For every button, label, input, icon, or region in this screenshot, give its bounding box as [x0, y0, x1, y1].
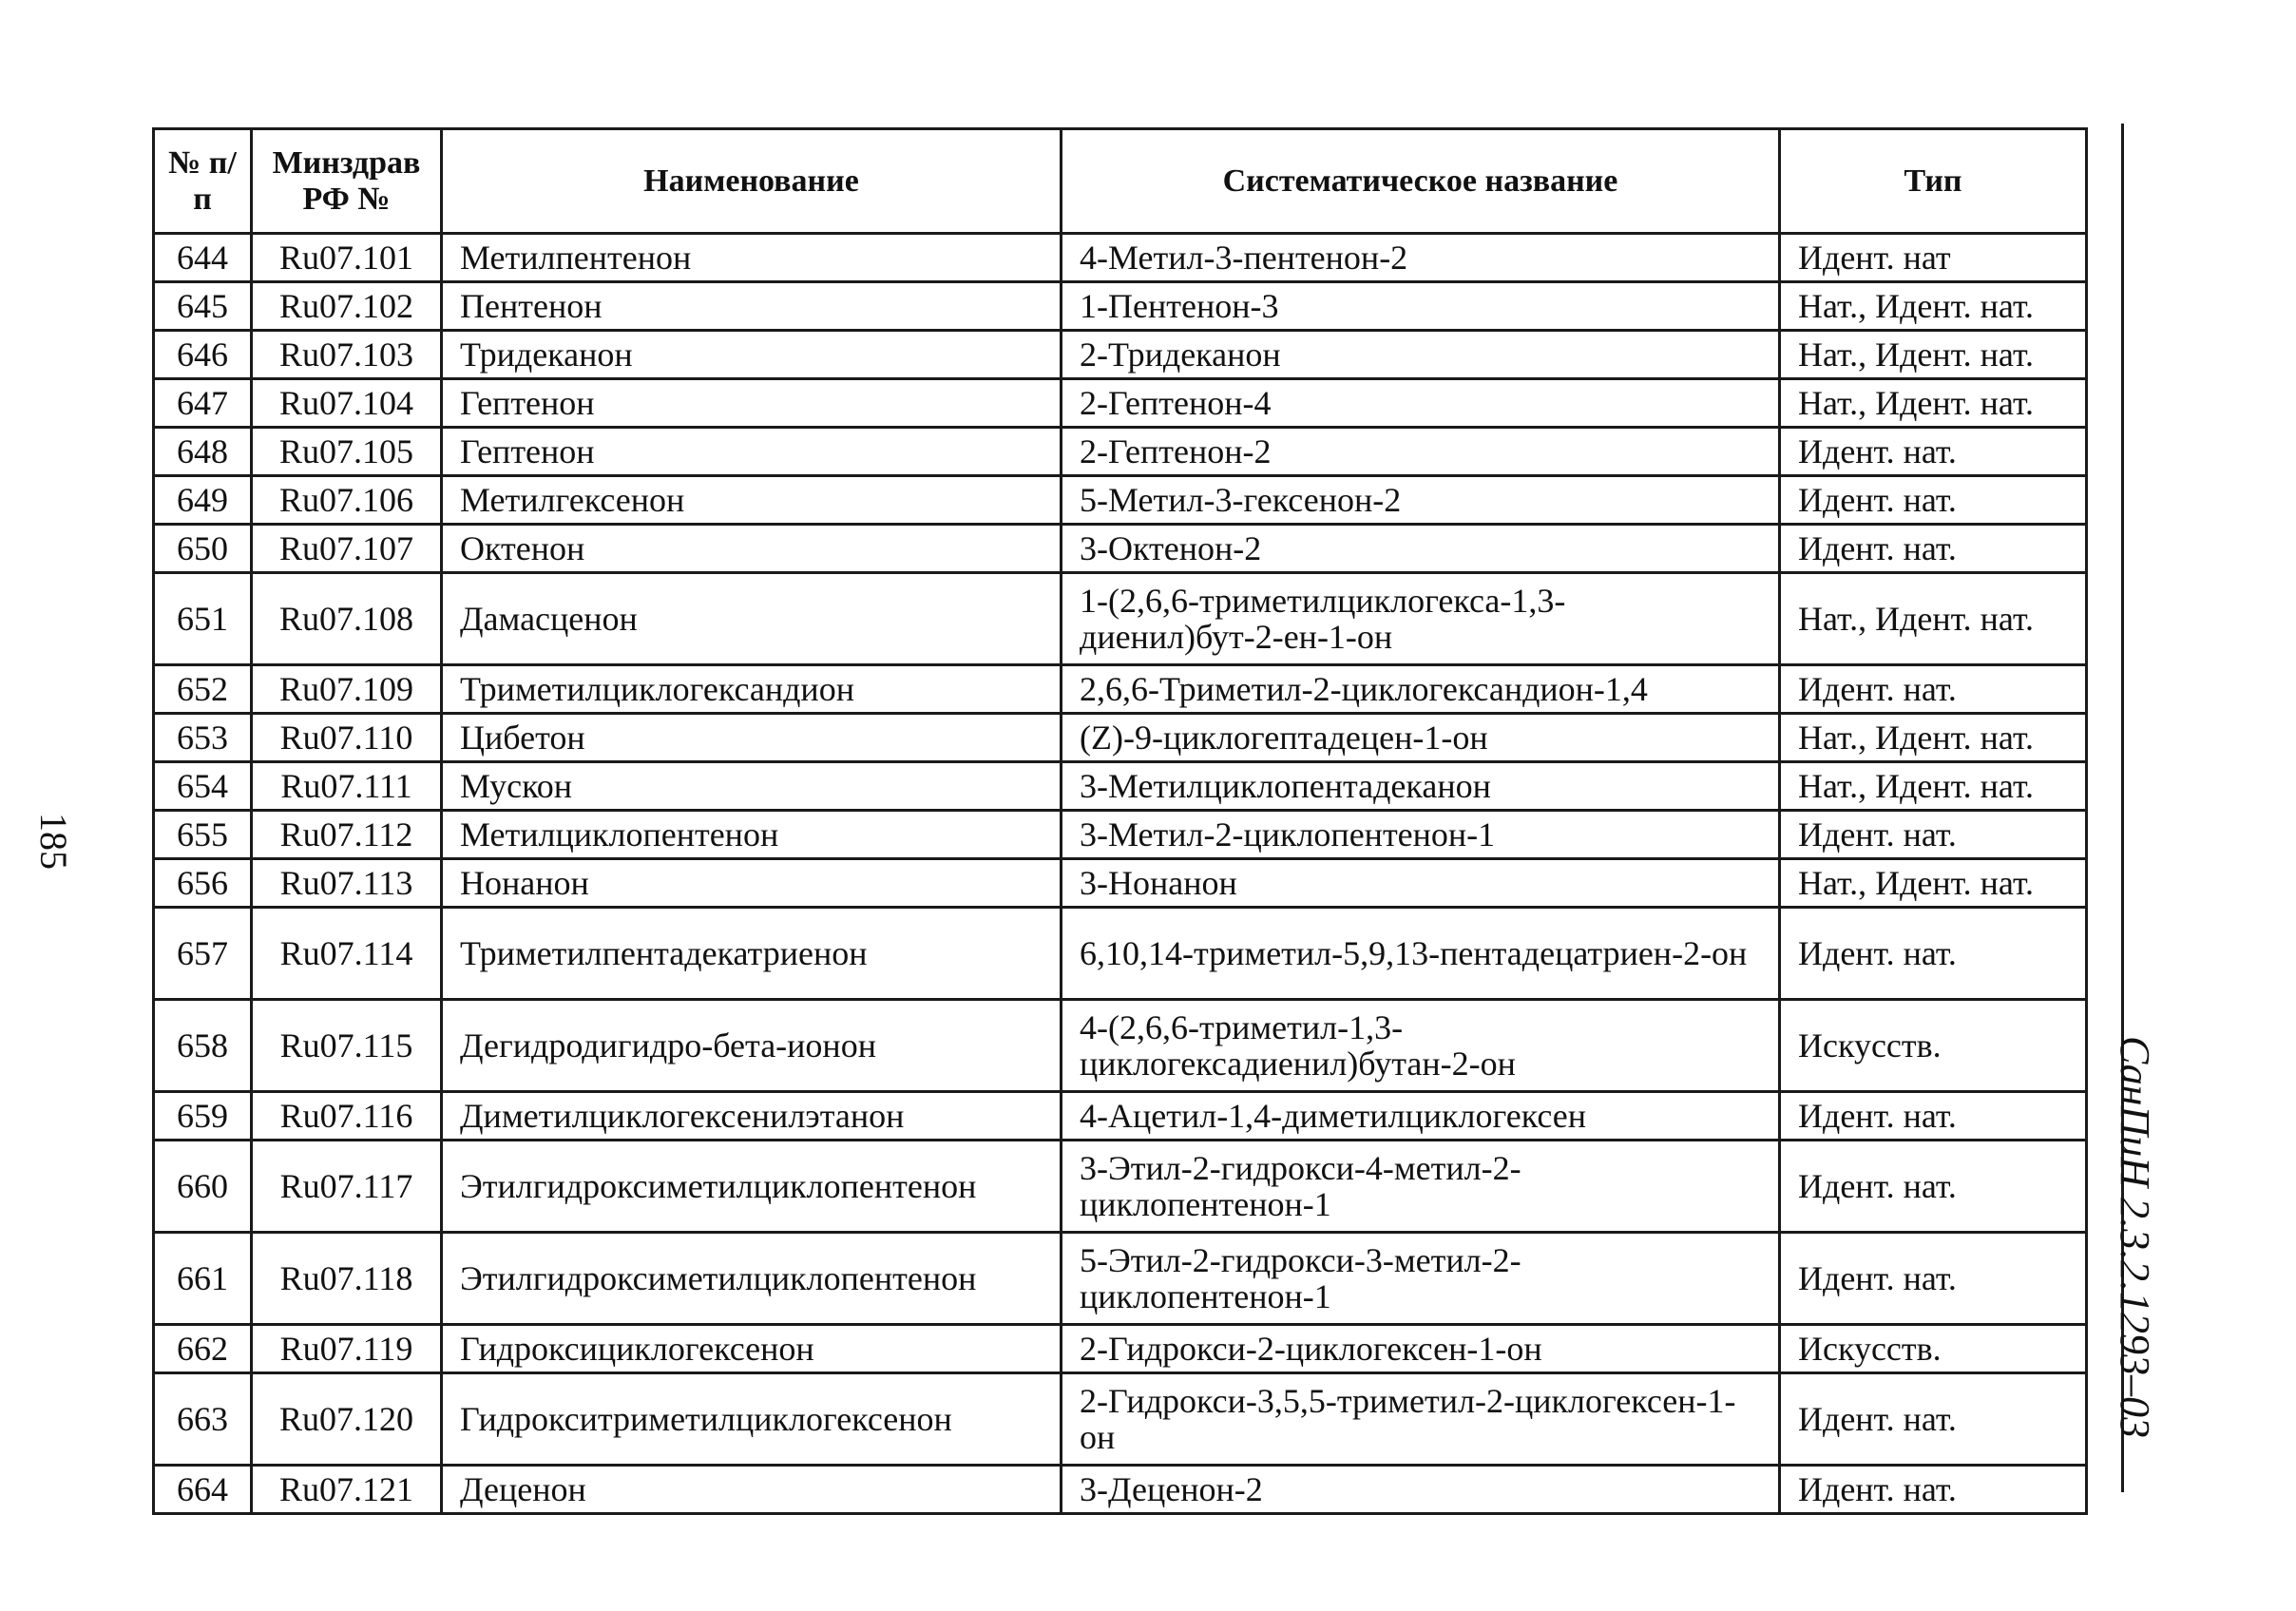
cell-registry-code: Ru07.113: [252, 859, 442, 908]
cell-name: Нонанон: [442, 859, 1062, 908]
cell-registry-code: Ru07.116: [252, 1092, 442, 1141]
cell-type: Идент. нат.: [1780, 1466, 2087, 1514]
cell-systematic-name: 1-(2,6,6-триметилциклогекса-1,3-диенил)бут-2-ен-1-он: [1062, 573, 1780, 665]
cell-type: Идент. нат.: [1780, 428, 2087, 476]
table-row: [154, 331, 2087, 379]
cell-type: Нат., Идент. нат.: [1780, 762, 2087, 811]
table-row: [154, 714, 2087, 762]
cell-name: Метилгексенон: [442, 476, 1062, 525]
cell-type: Нат., Идент. нат.: [1780, 282, 2087, 331]
cell-systematic-name: 3-Нонанон: [1062, 859, 1780, 908]
cell-number: 653: [154, 714, 252, 762]
cell-type: Нат., Идент. нат.: [1780, 379, 2087, 428]
cell-systematic-name: 2-Гидрокси-3,5,5-триметил-2-циклогексен-1-он: [1062, 1373, 1780, 1466]
cell-name: Цибетон: [442, 714, 1062, 762]
table-row: [154, 476, 2087, 525]
cell-type: Искусств.: [1780, 1000, 2087, 1092]
table-row: [154, 665, 2087, 714]
cell-registry-code: Ru07.109: [252, 665, 442, 714]
cell-systematic-name: 3-Этил-2-гидрокси-4-метил-2-циклопентенон-1: [1062, 1141, 1780, 1233]
cell-number: 649: [154, 476, 252, 525]
cell-registry-code: Ru07.117: [252, 1141, 442, 1233]
cell-name: Метилциклопентенон: [442, 811, 1062, 859]
cell-name: Гептенон: [442, 428, 1062, 476]
cell-type: Идент. нат.: [1780, 1141, 2087, 1233]
cell-number: 664: [154, 1466, 252, 1514]
header-num: № п/п: [154, 129, 252, 234]
substances-table: [152, 127, 2088, 1515]
cell-registry-code: Ru07.111: [252, 762, 442, 811]
cell-name: Диметилциклогексенилэтанон: [442, 1092, 1062, 1141]
cell-number: 656: [154, 859, 252, 908]
cell-name: Этилгидроксиметилциклопентенон: [442, 1233, 1062, 1325]
cell-registry-code: Ru07.101: [252, 234, 442, 282]
cell-name: Пентенон: [442, 282, 1062, 331]
cell-systematic-name: 2-Тридеканон: [1062, 331, 1780, 379]
table-header-row: [154, 129, 2087, 234]
cell-number: 657: [154, 908, 252, 1000]
table-row: [154, 282, 2087, 331]
cell-number: 654: [154, 762, 252, 811]
table-row: [154, 525, 2087, 573]
cell-name: Этилгидроксиметилциклопентенон: [442, 1141, 1062, 1233]
cell-number: 650: [154, 525, 252, 573]
page-number: 185: [32, 813, 75, 870]
cell-systematic-name: 1-Пентенон-3: [1062, 282, 1780, 331]
header-code: Минздрав РФ №: [252, 129, 442, 234]
cell-number: 645: [154, 282, 252, 331]
cell-number: 659: [154, 1092, 252, 1141]
cell-type: Идент. нат: [1780, 234, 2087, 282]
cell-name: Мускон: [442, 762, 1062, 811]
table-row: [154, 762, 2087, 811]
header-name: Наименование: [442, 129, 1062, 234]
cell-systematic-name: 5-Этил-2-гидрокси-3-метил-2-циклопентенон-1: [1062, 1233, 1780, 1325]
table-row: [154, 379, 2087, 428]
header-systematic: Систематическое название: [1062, 129, 1780, 234]
cell-systematic-name: 3-Октенон-2: [1062, 525, 1780, 573]
cell-registry-code: Ru07.108: [252, 573, 442, 665]
cell-registry-code: Ru07.115: [252, 1000, 442, 1092]
table-row: [154, 573, 2087, 665]
cell-systematic-name: 2-Гептенон-2: [1062, 428, 1780, 476]
cell-type: Нат., Идент. нат.: [1780, 859, 2087, 908]
cell-name: Гидроксициклогексенон: [442, 1325, 1062, 1373]
table-row: [154, 1233, 2087, 1325]
cell-systematic-name: 2-Гидрокси-2-циклогексен-1-он: [1062, 1325, 1780, 1373]
cell-registry-code: Ru07.119: [252, 1325, 442, 1373]
cell-number: 652: [154, 665, 252, 714]
cell-number: 651: [154, 573, 252, 665]
cell-systematic-name: 4-(2,6,6-триметил-1,3-циклогексадиенил)бутан-2-он: [1062, 1000, 1780, 1092]
cell-systematic-name: 2-Гептенон-4: [1062, 379, 1780, 428]
cell-systematic-name: 2,6,6-Триметил-2-циклогександион-1,4: [1062, 665, 1780, 714]
cell-registry-code: Ru07.112: [252, 811, 442, 859]
cell-number: 644: [154, 234, 252, 282]
cell-type: Идент. нат.: [1780, 811, 2087, 859]
cell-type: Идент. нат.: [1780, 1233, 2087, 1325]
cell-registry-code: Ru07.102: [252, 282, 442, 331]
cell-type: Идент. нат.: [1780, 476, 2087, 525]
table-row: [154, 811, 2087, 859]
table-row: [154, 234, 2087, 282]
cell-systematic-name: 3-Метил-2-циклопентенон-1: [1062, 811, 1780, 859]
cell-name: Триметилпентадекатриенон: [442, 908, 1062, 1000]
cell-type: Идент. нат.: [1780, 1092, 2087, 1141]
cell-registry-code: Ru07.110: [252, 714, 442, 762]
cell-registry-code: Ru07.105: [252, 428, 442, 476]
header-type: Тип: [1780, 129, 2087, 234]
cell-registry-code: Ru07.120: [252, 1373, 442, 1466]
cell-registry-code: Ru07.106: [252, 476, 442, 525]
cell-number: 661: [154, 1233, 252, 1325]
cell-number: 646: [154, 331, 252, 379]
table-row: [154, 1141, 2087, 1233]
table-row: [154, 428, 2087, 476]
cell-systematic-name: 5-Метил-3-гексенон-2: [1062, 476, 1780, 525]
cell-number: 660: [154, 1141, 252, 1233]
document-code: СанПиН 2.3.2.1293–03: [2112, 1036, 2158, 1439]
cell-name: Триметилциклогександион: [442, 665, 1062, 714]
table-row: [154, 1466, 2087, 1514]
table-row: [154, 1000, 2087, 1092]
cell-type: Нат., Идент. нат.: [1780, 573, 2087, 665]
cell-name: Дегидродигидро-бета-ионон: [442, 1000, 1062, 1092]
cell-type: Нат., Идент. нат.: [1780, 714, 2087, 762]
cell-number: 648: [154, 428, 252, 476]
cell-systematic-name: 4-Метил-3-пентенон-2: [1062, 234, 1780, 282]
table-body: [154, 234, 2087, 1514]
cell-type: Идент. нат.: [1780, 1373, 2087, 1466]
cell-name: Деценон: [442, 1466, 1062, 1514]
cell-name: Метилпентенон: [442, 234, 1062, 282]
table-row: [154, 1092, 2087, 1141]
cell-number: 662: [154, 1325, 252, 1373]
cell-registry-code: Ru07.118: [252, 1233, 442, 1325]
cell-number: 658: [154, 1000, 252, 1092]
cell-number: 663: [154, 1373, 252, 1466]
cell-name: Гептенон: [442, 379, 1062, 428]
cell-systematic-name: 6,10,14-триметил-5,9,13-пентадецатриен-2-он: [1062, 908, 1780, 1000]
cell-systematic-name: 3-Метилциклопентадеканон: [1062, 762, 1780, 811]
cell-name: Октенон: [442, 525, 1062, 573]
cell-number: 655: [154, 811, 252, 859]
cell-name: Дамасценон: [442, 573, 1062, 665]
cell-registry-code: Ru07.104: [252, 379, 442, 428]
table-row: [154, 859, 2087, 908]
table-row: [154, 908, 2087, 1000]
table-row: [154, 1373, 2087, 1466]
cell-number: 647: [154, 379, 252, 428]
cell-registry-code: Ru07.107: [252, 525, 442, 573]
cell-type: Идент. нат.: [1780, 908, 2087, 1000]
table-row: [154, 1325, 2087, 1373]
cell-type: Нат., Идент. нат.: [1780, 331, 2087, 379]
cell-type: Идент. нат.: [1780, 665, 2087, 714]
cell-registry-code: Ru07.121: [252, 1466, 442, 1514]
cell-registry-code: Ru07.114: [252, 908, 442, 1000]
cell-registry-code: Ru07.103: [252, 331, 442, 379]
cell-systematic-name: 3-Деценон-2: [1062, 1466, 1780, 1514]
cell-type: Идент. нат.: [1780, 525, 2087, 573]
cell-systematic-name: 4-Ацетил-1,4-диметилциклогексен: [1062, 1092, 1780, 1141]
cell-type: Искусств.: [1780, 1325, 2087, 1373]
cell-name: Гидрокситриметилциклогексенон: [442, 1373, 1062, 1466]
cell-systematic-name: (Z)-9-циклогептадецен-1-он: [1062, 714, 1780, 762]
cell-name: Тридеканон: [442, 331, 1062, 379]
